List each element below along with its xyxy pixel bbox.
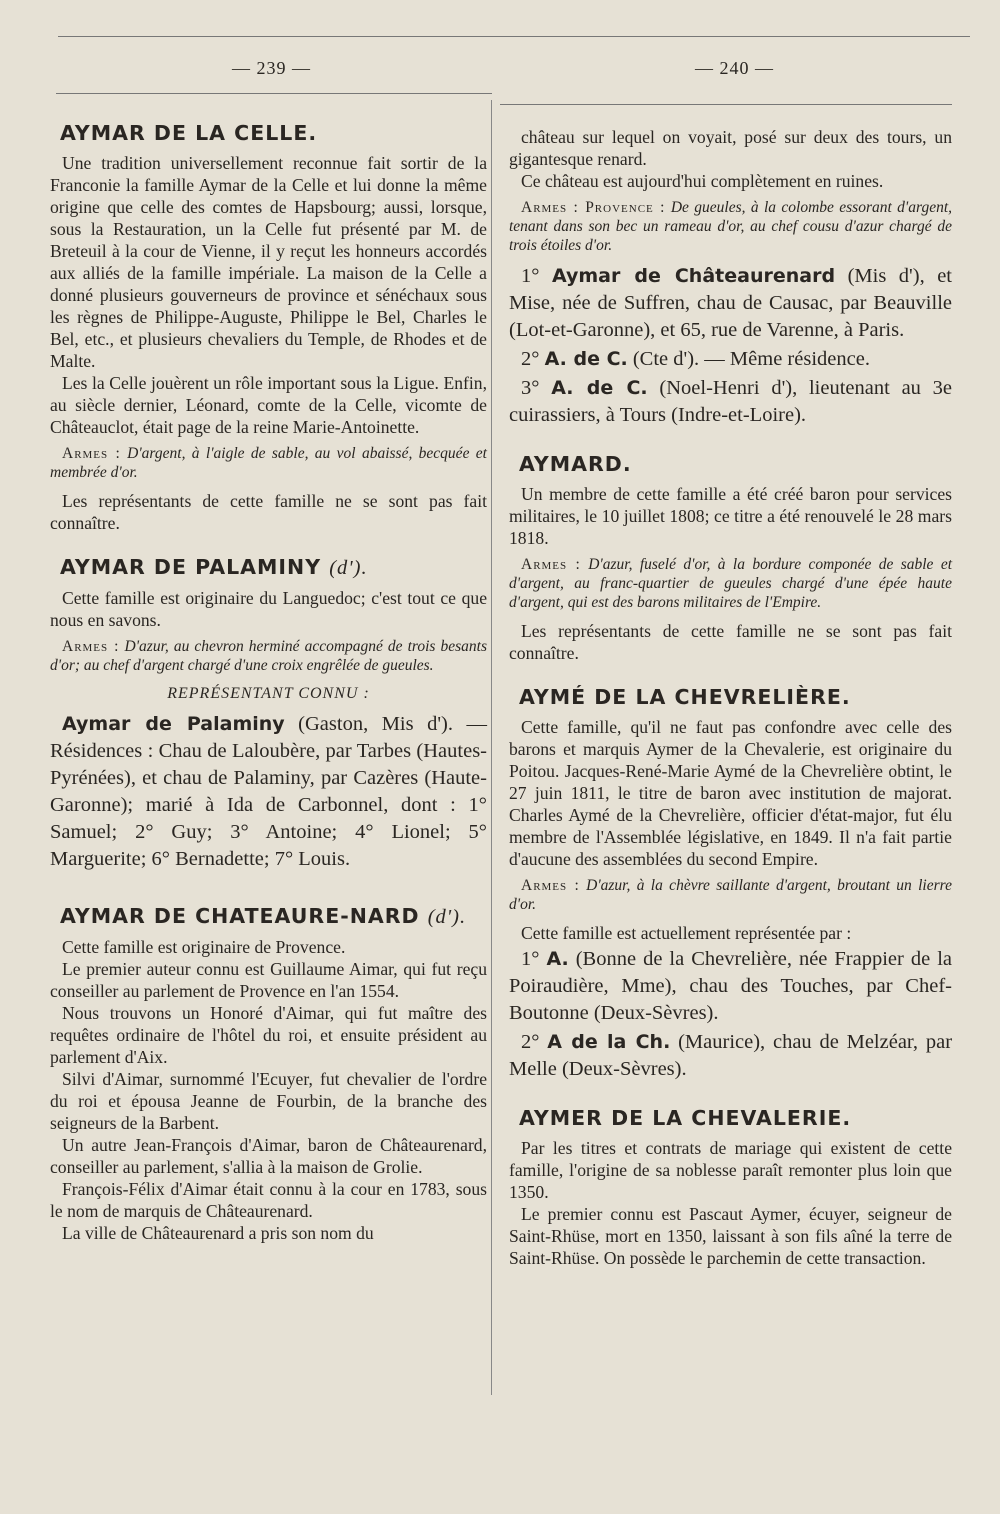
representative-entry: 1° Aymar de Châteaurenard (Mis d'), et Mise, née de Suffren, chau de Causac, par Beauville (Lot-et-Garonne), et 65, rue de Varenne, à Paris. <box>509 265 953 341</box>
right-column <box>509 126 952 1269</box>
entry-name: A. de C. <box>544 348 628 370</box>
paragraph: Les représentants de cette famille ne se sont pas fait connaître. <box>50 491 487 533</box>
paragraph: Silvi d'Aimar, surnommé l'Ecuyer, fut chevalier de l'ordre du roi et épousa Jeanne de Fourbin, de la branche des seigneurs de la Barbent. <box>50 1069 487 1133</box>
entry-text: (Gaston, Mis d'). — Résidences : Chau de Laloubère, par Tarbes (Hautes-Pyrénées), et chau de Palaminy, par Cazères (Haute-Garonne); marié à Ida de Carbonnel, dont : 1° Samuel; 2° Guy; 3° Antoine; 4° Lionel; 5° Marguerite; 6° Bernadette; 7° Louis. <box>50 713 487 870</box>
section-title-ayme-de-la-chevreliere: AYMÉ DE LA CHEVRELIÈRE. <box>519 685 851 709</box>
left-column <box>50 112 487 1244</box>
paragraph: Cette famille, qu'il ne faut pas confondre avec celle des barons et marquis Aymer de la Chevalerie, est originaire du Poitou. Jacques-René-Marie Aymé de la Chevrelière obtint, le 27 juin 1811, le titre de baron avec institution de majorat. Charles Aymé de la Chevrelière, officier d'état-major, fut élu membre de l'Assemblée législative, en 1849. Il n'a fait partie d'aucune des assemblées du second Empire. <box>509 717 952 869</box>
paragraph: Nous trouvons un Honoré d'Aimar, qui fut maître des requêtes ordinaire de l'hôtel du roi, et ensuite président au parlement d'Aix. <box>50 1003 487 1067</box>
arms-entry <box>509 555 952 612</box>
arms-text: D'azur, au chevron herminé accompagné de trois besants d'or; au chef d'argent chargé d'une croix engrêlée de gueules. <box>50 638 487 674</box>
arms-text: D'argent, à l'aigle de sable, au vol abaissé, becquée et membrée d'or. <box>50 445 487 481</box>
paragraph: Une tradition universellement reconnue fait sortir de la Franconie la famille Aymar de la Celle et lui donne la même origine que celle des comtes de Hapsbourg; aussi, lorsque, sous la Restauration, un la Celle fut présenté par M. de Breteuil à la cour de Vienne, il y reçut les honneurs accordés aux alliés de la famille impériale. La maison de la Celle a donné plusieurs gouverneurs de province et sénéchaux sous les règnes de Philippe-Auguste, Philippe le Bel, Charles le Bel, etc., et plusieurs chevaliers du Temple, de Rhodes et de Malte. <box>50 153 487 371</box>
representative-entry: 2° A. de C. (Cte d'). — Même résidence. <box>521 348 870 370</box>
entry-text: (Maurice), chau de Melzéar, par Melle (Deux-Sèvres). <box>509 1031 953 1080</box>
arms-label: Armes : <box>521 556 581 573</box>
right-page-number: — 240 — <box>695 58 774 78</box>
entry-text: (Noel-Henri d'), lieutenant au 3e cuirassiers, à Tours (Indre-et-Loire). <box>509 377 953 426</box>
representative-entry <box>50 711 487 873</box>
section-title-aymar-de-chateaurenard: AYMAR DE CHATEAURE-NARD (d'). <box>60 904 467 928</box>
arms-text: De gueules, à la colombe essorant d'argent, tenant dans son bec un rameau d'or, au chef cousu d'azur chargé de trois étoiles d'or. <box>509 199 953 254</box>
paragraph: Un membre de cette famille a été créé baron pour services militaires, le 10 juillet 1808; ce titre a été renouvelé le 28 mars 1818. <box>509 484 952 548</box>
section-title-aymar-de-la-celle: AYMAR DE LA CELLE. <box>60 121 318 145</box>
section-title-aymard: AYMARD. <box>519 452 632 476</box>
paragraph: Cette famille est actuellement représentée par : <box>521 923 852 943</box>
representative-entry: 2° A de la Ch. (Maurice), chau de Melzéar, par Melle (Deux-Sèvres). <box>509 1031 953 1080</box>
paragraph: Les représentants de cette famille ne se sont pas fait connaître. <box>509 621 952 663</box>
representative-entry: 1° A. (Bonne de la Chevrelière, née Frappier de la Poiraudière, Mme), chau des Touches, par Chef-Boutonne (Deux-Sèvres). <box>509 948 952 1024</box>
arms-text: D'azur, fuselé d'or, à la bordure componée de sable et d'argent, au franc-quartier de gueules chargé d'une épée haute d'argent, qui est des barons militaires de l'Empire. <box>509 556 953 611</box>
paragraph: Par les titres et contrats de mariage qui existent de cette famille, l'origine de sa noblesse paraît remonter plus loin que 1350. <box>509 1138 952 1202</box>
section-title-aymer-de-la-chevalerie: AYMER DE LA CHEVALERIE. <box>519 1106 852 1130</box>
left-header-rule <box>56 93 492 94</box>
entry-name: Aymar de Palaminy <box>62 713 285 735</box>
paragraph: château sur lequel on voyait, posé sur deux des tours, un gigantesque renard. <box>509 127 952 169</box>
arms-label: Armes : <box>62 638 120 655</box>
paragraph: Un autre Jean-François d'Aimar, baron de Châteaurenard, conseiller au parlement, s'allia à la maison de Grolie. <box>50 1135 487 1177</box>
paragraph: Cette famille est originaire du Languedoc; c'est tout ce que nous en savons. <box>50 588 487 630</box>
entry-name: A. de C. <box>551 377 648 399</box>
paragraph: François-Félix d'Aimar était connu à la cour en 1783, sous le nom de marquis de Châteaurenard. <box>50 1179 487 1221</box>
entry-text: (Bonne de la Chevrelière, née Frappier de la Poiraudière, Mme), chau des Touches, par Chef-Boutonne (Deux-Sèvres). <box>509 948 952 1024</box>
arms-label: Armes : <box>62 445 121 462</box>
representative-heading: REPRÉSENTANT CONNU : <box>167 685 370 702</box>
entry-name: Aymar de Châteaurenard <box>551 265 836 287</box>
entry-name: A. <box>546 948 569 970</box>
column-divider <box>491 100 492 1395</box>
paragraph: Ce château est aujourd'hui complètement en ruines. <box>521 171 884 191</box>
paragraph: Le premier auteur connu est Guillaume Aimar, qui fut reçu conseiller au parlement de Provence en l'an 1554. <box>50 959 487 1001</box>
section-title-aymar-de-palaminy: AYMAR DE PALAMINY (d'). <box>60 555 368 579</box>
right-header-rule <box>500 104 952 105</box>
paragraph: Les la Celle jouèrent un rôle important sous la Ligue. Enfin, au siècle dernier, Léonard, comte de la Celle, vicomte de Châteauclot, était page de la reine Marie-Antoinette. <box>50 373 487 437</box>
arms-label: Armes : Provence : <box>521 199 666 216</box>
arms-entry <box>509 876 952 914</box>
entry-text: (Mis d'), et Mise, née de Suffren, chau de Causac, par Beauville (Lot-et-Garonne), et 65, rue de Varenne, à Paris. <box>509 265 953 341</box>
arms-entry <box>50 637 487 675</box>
arms-label: Armes : <box>521 877 580 894</box>
paragraph: La ville de Châteaurenard a pris son nom du <box>62 1223 374 1243</box>
arms-entry <box>509 198 952 255</box>
arms-text: D'azur, à la chèvre saillante d'argent, broutant un lierre d'or. <box>509 877 952 913</box>
left-page-number: — 239 — <box>232 58 311 78</box>
paragraph: Le premier connu est Pascaut Aymer, écuyer, seigneur de Saint-Rhüse, mort en 1350, laissant à son fils aîné la terre de Saint-Rhüse. On possède le parchemin de cette transaction. <box>509 1204 952 1268</box>
entry-text: (Cte d'). — Même résidence. <box>632 348 870 370</box>
arms-entry <box>50 444 487 482</box>
top-rule <box>58 36 970 37</box>
representative-entry: 3° A. de C. (Noel-Henri d'), lieutenant au 3e cuirassiers, à Tours (Indre-et-Loire). <box>509 377 953 426</box>
paragraph: Cette famille est originaire de Provence. <box>62 937 346 957</box>
entry-name: A de la Ch. <box>547 1031 671 1053</box>
